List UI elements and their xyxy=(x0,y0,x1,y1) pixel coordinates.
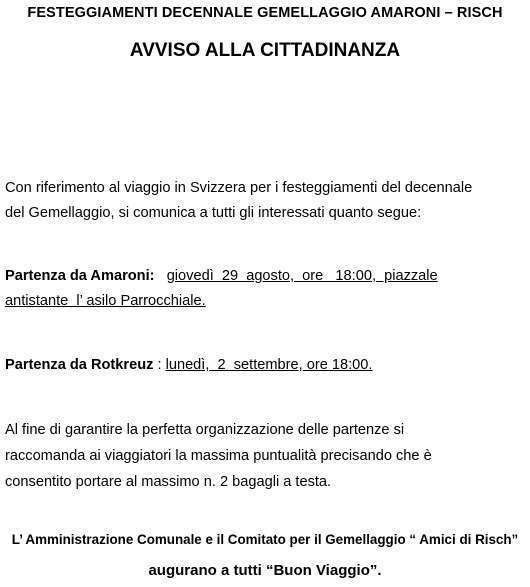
note-line: Al fine di garantire la perfetta organizzazione delle partenze si xyxy=(5,422,405,438)
note-line: consentito portare al massimo n. 2 bagagli a testa. xyxy=(5,474,332,490)
departure-rotkreuz-details: lunedì, 2 settembre, ore 18:00. xyxy=(165,357,373,373)
departure-amaroni-line xyxy=(5,264,525,289)
farewell-line: augurano a tutti “Buon Viaggio”. xyxy=(148,562,382,579)
note-line: raccomanda ai viaggiatori la massima puntualità precisando che è xyxy=(5,448,432,464)
departure-amaroni-label: Partenza da Amaroni xyxy=(5,268,150,284)
label-separator: : xyxy=(153,357,166,373)
departure-amaroni-line xyxy=(5,289,525,314)
departure-amaroni-details: giovedì 29 agosto, ore 18:00, piazzale xyxy=(166,268,438,284)
intro-line: del Gemellaggio, si comunica a tutti gli interessati quanto segue: xyxy=(5,205,422,221)
notice-subtitle: AVVISO ALLA CITTADINANZA xyxy=(129,40,401,61)
notice-title: FESTEGGIAMENTI DECENNALE GEMELLAGGIO AMARONI – RISCH xyxy=(27,5,503,21)
luggage-note xyxy=(5,417,525,495)
departure-amaroni-place: antistante l’ asilo Parrocchiale. xyxy=(5,293,206,309)
intro-paragraph xyxy=(5,176,525,226)
departure-rotkreuz-label: Partenza da Rotkreuz xyxy=(5,357,154,373)
intro-line: Con riferimento al viaggio in Svizzera per i festeggiamenti del decennale xyxy=(5,180,473,196)
signature-line: L’ Amministrazione Comunale e il Comitato per il Gemellaggio “ Amici di Risch” xyxy=(11,532,519,547)
label-separator: : xyxy=(149,268,155,284)
departure-amaroni xyxy=(5,264,525,314)
departure-rotkreuz xyxy=(5,353,525,378)
